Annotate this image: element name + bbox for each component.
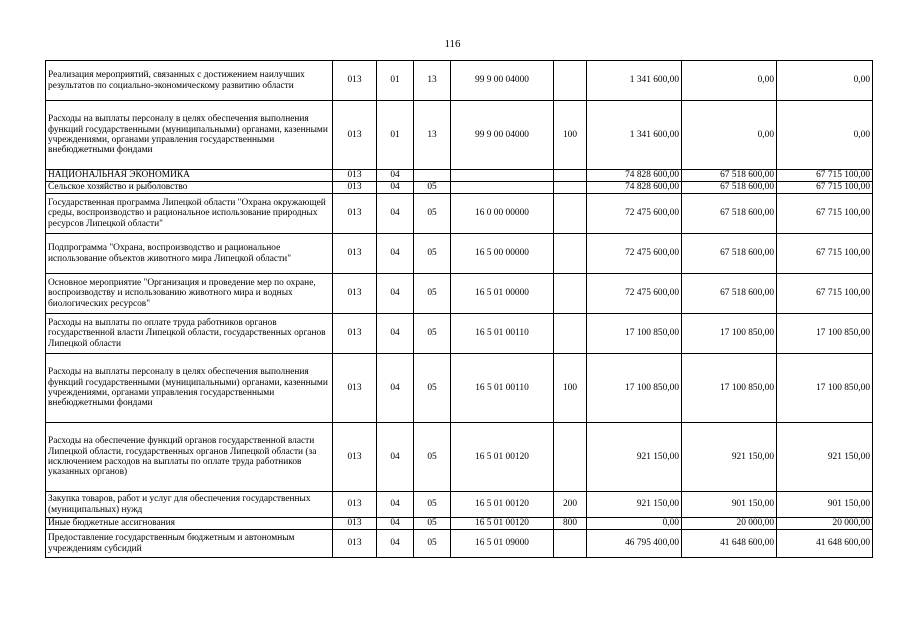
table-row [46,194,873,234]
cell-target-article: 16 5 01 00110 [451,354,554,423]
cell-target-article: 16 5 00 00000 [451,234,554,274]
row-name: Расходы на выплаты персоналу в целях обеспечения выполнения функций государственными (муниципальными) органами, казенными учреждениями, органами управления государственными внебюджетными фондами [46,354,333,423]
cell-amount-year-1: 72 475 600,00 [587,274,682,314]
cell-amount-year-2: 67 518 600,00 [682,274,777,314]
cell-expense-type: 200 [554,492,587,518]
cell-section-code: 04 [377,354,414,423]
table-row [46,518,873,530]
cell-section-code: 04 [377,234,414,274]
cell-target-article: 16 5 01 00110 [451,314,554,354]
cell-target-article [451,170,554,182]
cell-amount-year-2: 17 100 850,00 [682,354,777,423]
cell-amount-year-1: 74 828 600,00 [587,182,682,194]
cell-section-code: 01 [377,101,414,170]
cell-target-article: 16 0 00 00000 [451,194,554,234]
cell-amount-year-1: 17 100 850,00 [587,314,682,354]
row-name: Сельское хозяйство и рыболовство [46,182,333,194]
cell-amount-year-1: 921 150,00 [587,423,682,492]
cell-expense-type: 100 [554,101,587,170]
cell-section-code: 04 [377,492,414,518]
cell-ved-code: 013 [333,101,377,170]
row-name: Предоставление государственным бюджетным и автономным учреждениям субсидий [46,530,333,558]
cell-expense-type [554,170,587,182]
cell-section-code: 04 [377,530,414,558]
cell-expense-type [554,423,587,492]
cell-amount-year-3: 67 715 100,00 [777,182,873,194]
table-row [46,423,873,492]
cell-subsection-code: 05 [414,194,451,234]
cell-section-code: 01 [377,61,414,101]
row-name: Подпрограмма "Охрана, воспроизводство и рациональное использование объектов животного мира Липецкой области" [46,234,333,274]
row-name: Расходы на обеспечение функций органов государственной власти Липецкой области, государственных органов Липецкой области (за исключением расходов на выплаты по оплате труда работников указанных органов) [46,423,333,492]
cell-target-article: 16 5 01 00120 [451,423,554,492]
cell-target-article: 16 5 01 09000 [451,530,554,558]
cell-expense-type [554,61,587,101]
cell-expense-type [554,234,587,274]
cell-ved-code: 013 [333,530,377,558]
cell-amount-year-2: 901 150,00 [682,492,777,518]
cell-expense-type [554,194,587,234]
cell-amount-year-1: 46 795 400,00 [587,530,682,558]
cell-subsection-code: 13 [414,61,451,101]
cell-amount-year-2: 17 100 850,00 [682,314,777,354]
cell-ved-code: 013 [333,194,377,234]
cell-subsection-code: 05 [414,274,451,314]
table-row [46,274,873,314]
cell-amount-year-2: 67 518 600,00 [682,170,777,182]
cell-amount-year-2: 0,00 [682,61,777,101]
cell-amount-year-3: 67 715 100,00 [777,274,873,314]
cell-amount-year-3: 41 648 600,00 [777,530,873,558]
cell-expense-type [554,274,587,314]
budget-table [45,60,873,558]
cell-amount-year-2: 41 648 600,00 [682,530,777,558]
table-row [46,170,873,182]
table-row [46,101,873,170]
cell-amount-year-2: 67 518 600,00 [682,182,777,194]
cell-subsection-code: 05 [414,314,451,354]
cell-target-article: 99 9 00 04000 [451,61,554,101]
cell-amount-year-1: 0,00 [587,518,682,530]
row-name: Основное мероприятие "Организация и проведение мер по охране, воспроизводству и использованию животного мира и водных биологических ресурсов" [46,274,333,314]
cell-amount-year-3: 20 000,00 [777,518,873,530]
cell-section-code: 04 [377,194,414,234]
cell-amount-year-3: 67 715 100,00 [777,234,873,274]
cell-subsection-code: 13 [414,101,451,170]
cell-subsection-code: 05 [414,530,451,558]
cell-target-article: 16 5 01 00120 [451,518,554,530]
cell-section-code: 04 [377,314,414,354]
cell-target-article: 16 5 01 00120 [451,492,554,518]
cell-ved-code: 013 [333,170,377,182]
cell-subsection-code: 05 [414,492,451,518]
table-row [46,234,873,274]
cell-expense-type: 800 [554,518,587,530]
cell-amount-year-3: 67 715 100,00 [777,194,873,234]
cell-section-code: 04 [377,274,414,314]
cell-amount-year-1: 72 475 600,00 [587,234,682,274]
cell-ved-code: 013 [333,61,377,101]
cell-amount-year-3: 17 100 850,00 [777,354,873,423]
cell-amount-year-1: 921 150,00 [587,492,682,518]
cell-expense-type [554,314,587,354]
cell-ved-code: 013 [333,234,377,274]
cell-target-article [451,182,554,194]
cell-amount-year-3: 901 150,00 [777,492,873,518]
cell-ved-code: 013 [333,518,377,530]
cell-subsection-code: 05 [414,354,451,423]
cell-section-code: 04 [377,182,414,194]
table-body [46,61,873,558]
cell-subsection-code: 05 [414,182,451,194]
row-name: Закупка товаров, работ и услуг для обеспечения государственных (муниципальных) нужд [46,492,333,518]
cell-amount-year-1: 17 100 850,00 [587,354,682,423]
cell-amount-year-1: 1 341 600,00 [587,101,682,170]
row-name: НАЦИОНАЛЬНАЯ ЭКОНОМИКА [46,170,333,182]
row-name: Расходы на выплаты по оплате труда работников органов государственной власти Липецкой области, государственных органов Липецкой области [46,314,333,354]
cell-ved-code: 013 [333,492,377,518]
cell-section-code: 04 [377,423,414,492]
cell-section-code: 04 [377,170,414,182]
page-number: 116 [444,38,461,50]
cell-target-article: 16 5 01 00000 [451,274,554,314]
cell-ved-code: 013 [333,314,377,354]
cell-subsection-code: 05 [414,234,451,274]
cell-amount-year-2: 0,00 [682,101,777,170]
table-row [46,182,873,194]
row-name: Иные бюджетные ассигнования [46,518,333,530]
cell-amount-year-3: 17 100 850,00 [777,314,873,354]
row-name: Реализация мероприятий, связанных с достижением наилучших результатов по социально-экономическому развитию области [46,61,333,101]
cell-expense-type: 100 [554,354,587,423]
cell-ved-code: 013 [333,182,377,194]
table-row [46,530,873,558]
cell-amount-year-1: 72 475 600,00 [587,194,682,234]
cell-ved-code: 013 [333,274,377,314]
row-name: Расходы на выплаты персоналу в целях обеспечения выполнения функций государственными (муниципальными) органами, казенными учреждениями, органами управления государственными внебюджетными фондами [46,101,333,170]
cell-expense-type [554,530,587,558]
table-row [46,61,873,101]
cell-amount-year-2: 67 518 600,00 [682,194,777,234]
cell-amount-year-3: 921 150,00 [777,423,873,492]
cell-section-code: 04 [377,518,414,530]
cell-amount-year-3: 0,00 [777,61,873,101]
cell-amount-year-2: 67 518 600,00 [682,234,777,274]
cell-ved-code: 013 [333,423,377,492]
cell-amount-year-2: 921 150,00 [682,423,777,492]
cell-ved-code: 013 [333,354,377,423]
cell-amount-year-3: 0,00 [777,101,873,170]
table-row [46,354,873,423]
table-row [46,314,873,354]
cell-subsection-code: 05 [414,518,451,530]
cell-subsection-code [414,170,451,182]
cell-subsection-code: 05 [414,423,451,492]
cell-amount-year-3: 67 715 100,00 [777,170,873,182]
row-name: Государственная программа Липецкой области "Охрана окружающей среды, воспроизводство и рациональное использование природных ресурсов Липецкой области" [46,194,333,234]
cell-amount-year-2: 20 000,00 [682,518,777,530]
table-row [46,492,873,518]
cell-amount-year-1: 1 341 600,00 [587,61,682,101]
cell-target-article: 99 9 00 04000 [451,101,554,170]
cell-amount-year-1: 74 828 600,00 [587,170,682,182]
cell-expense-type [554,182,587,194]
